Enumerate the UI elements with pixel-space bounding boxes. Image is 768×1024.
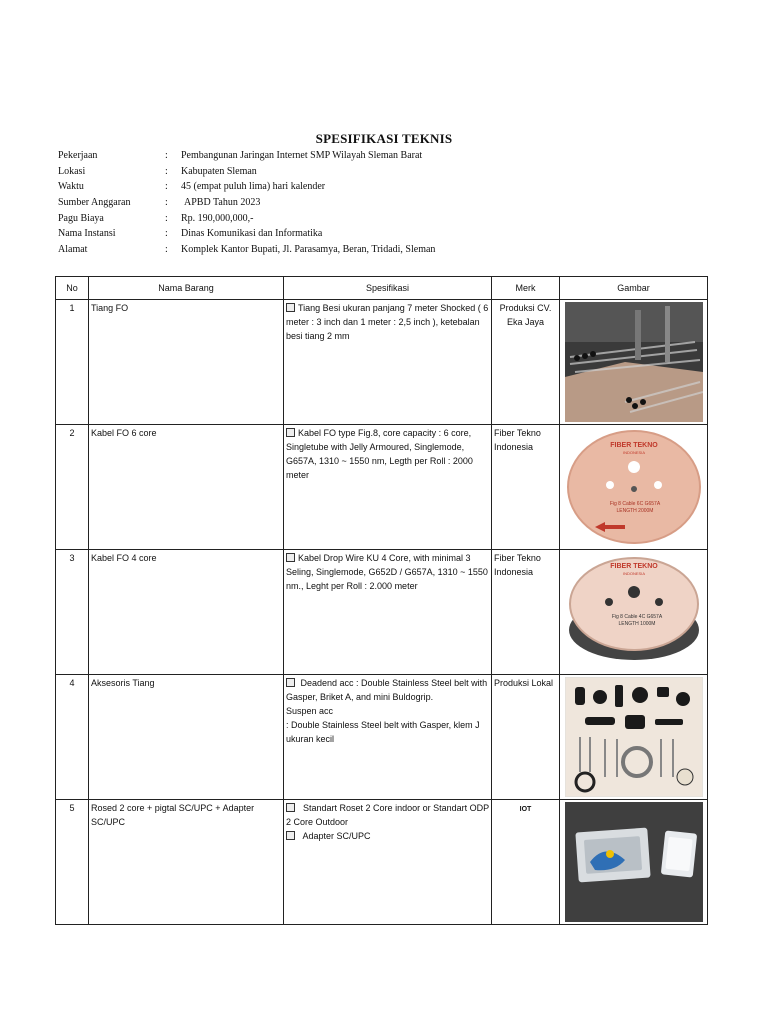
table-row [56,800,708,925]
reel-length-label: LENGTH 1000M [618,621,655,627]
info-colon: : [165,228,168,240]
reel-brand-label: FIBER TEKNO [609,563,658,570]
item-brand: Fiber Tekno Indonesia [492,425,560,550]
reel-length-label: LENGTH 2000M [616,508,653,514]
cable-reel-6core-photo [565,427,703,547]
header-no: No [56,277,89,300]
item-brand: Produksi CV. Eka Jaya [492,300,560,425]
header-merk: Merk [492,277,560,300]
info-value: Pembangunan Jaringan Internet SMP Wilayah Sleman Barat [181,150,423,161]
reel-sub-label: INDONESIA [622,571,645,576]
info-value: Rp. 190,000,000,- [181,212,254,224]
item-brand [492,800,560,925]
checkbox-icon [286,678,295,687]
item-spec [284,800,492,925]
header-spesifikasi: Spesifikasi [284,277,492,300]
info-label: Sumber Anggaran [58,197,131,209]
table-row [56,675,708,800]
info-row-nama-instansi [58,226,518,242]
brand-label: IOT [519,806,532,813]
item-photo-cell [560,300,708,425]
page-title: SPESIFIKASI TEKNIS [315,131,453,146]
header-nama-barang: Nama Barang [89,277,284,300]
table-row [56,300,708,425]
item-name: Tiang FO [89,300,284,425]
row-number: 4 [56,675,89,800]
info-label: Pekerjaan [58,150,98,161]
info-value: Kabupaten Sleman [181,165,257,177]
reel-sub-label: INDONESIA [622,450,645,455]
item-spec [284,425,492,550]
item-photo-cell [560,425,708,550]
row-number: 3 [56,550,89,675]
checkbox-icon [286,303,295,312]
info-colon: : [165,212,168,224]
info-row-lokasi [58,164,518,180]
item-name: Aksesoris Tiang [89,675,284,800]
spec-text: Standart Roset 2 Core indoor or Standart ODP 2 Core Outdoor [286,803,489,827]
spec-line [286,676,489,704]
info-colon: : [165,150,168,161]
item-brand: Produksi Lokal [492,675,560,800]
pole-accessories-photo [565,677,703,797]
spec-text: Kabel FO type Fig.8, core capacity : 6 core, Singletube with Jelly Armoured, Singlemode, G657A, 1310 ~ 1550 nm, Legth per Roll : 2000 meter [286,428,473,480]
steel-poles-photo [565,302,703,422]
info-colon: : [165,244,168,256]
cable-reel-4core-photo [565,552,703,672]
info-value: 45 (empat puluh lima) hari kalender [181,181,326,193]
row-number: 1 [56,300,89,425]
checkbox-icon [286,553,295,562]
item-photo-cell [560,550,708,675]
spec-text: Deadend acc : Double Stainless Steel belt with Gasper, Briket A, and mini Buldogrip. [286,678,488,702]
reel-cable-label: Fig 8 Cable 6C G657A [609,501,660,507]
item-name: Kabel FO 6 core [89,425,284,550]
spec-text: Adapter SC/UPC [302,831,371,841]
info-value: APBD Tahun 2023 [184,197,261,209]
info-row-alamat [58,242,518,258]
reel-brand-label: FIBER TEKNO [609,442,658,449]
spec-table [55,276,708,925]
info-label: Alamat [58,244,88,256]
info-row-pagu-biaya [58,211,518,227]
item-spec [284,550,492,675]
table-header-row [56,277,708,300]
table-row [56,550,708,675]
spec-line: : Double Stainless Steel belt with Gasper, klem J ukuran kecil [286,720,480,744]
row-number: 5 [56,800,89,925]
info-label: Lokasi [58,165,86,177]
info-colon: : [165,197,168,209]
reel-cable-label: Fig 8 Cable 4C G657A [611,614,662,620]
info-label: Nama Instansi [58,228,116,240]
info-label: Waktu [58,181,84,193]
info-row-sumber-anggaran [58,195,518,211]
info-colon: : [165,165,168,177]
spec-line [286,829,489,843]
header-gambar: Gambar [560,277,708,300]
table-row [56,425,708,550]
info-row-waktu [58,179,518,195]
row-number: 2 [56,425,89,550]
checkbox-icon [286,831,295,840]
info-value: Dinas Komunikasi dan Informatika [181,228,323,240]
spec-text: Tiang Besi ukuran panjang 7 meter Shocked ( 6 meter : 3 inch dan 1 meter : 2,5 inch ), ketebalan besi tiang 2 mm [286,303,489,341]
roset-odp-photo [565,802,703,922]
project-info [58,148,518,258]
info-colon: : [165,181,168,193]
spec-line [286,801,489,829]
item-spec [284,300,492,425]
item-photo-cell [560,675,708,800]
item-spec [284,675,492,800]
item-photo-cell [560,800,708,925]
info-row-pekerjaan [58,148,518,164]
spec-text: Kabel Drop Wire KU 4 Core, with minimal 3 Seling, Singlemode, G652D / G657A, 1310 ~ 1550 nm., Leght per Roll : 2.000 meter [286,553,488,591]
checkbox-icon [286,428,295,437]
item-name: Rosed 2 core + pigtal SC/UPC + Adapter SC/UPC [89,800,284,925]
spec-line: Suspen acc [286,706,334,716]
item-name: Kabel FO 4 core [89,550,284,675]
info-label: Pagu Biaya [58,212,104,224]
info-value: Komplek Kantor Bupati, Jl. Parasamya, Beran, Tridadi, Sleman [181,244,436,256]
item-brand: Fiber Tekno Indonesia [492,550,560,675]
checkbox-icon [286,803,295,812]
